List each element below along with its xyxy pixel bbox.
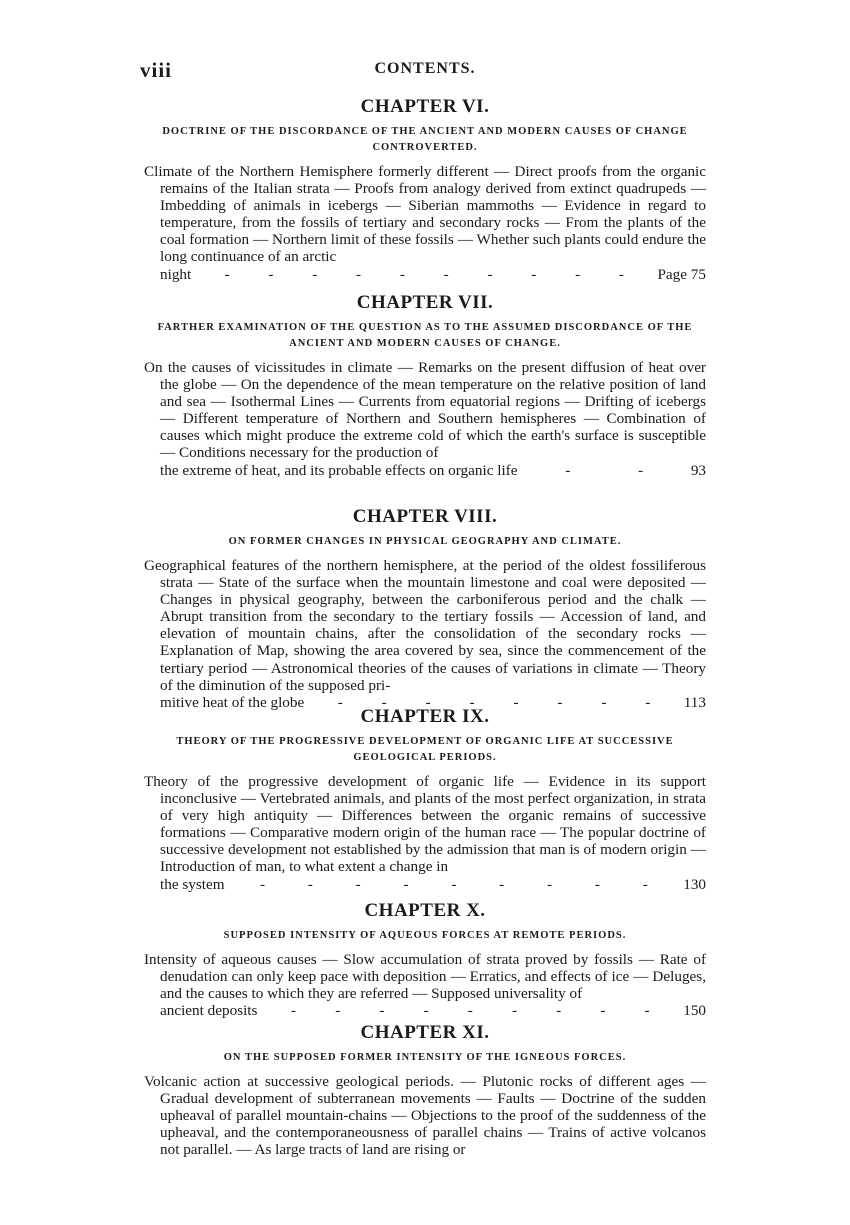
- chapter-10: [144, 900, 706, 1019]
- chapter-summary: [144, 163, 706, 283]
- dot-leader: - - - - - - - - -: [259, 875, 648, 893]
- chapter-title: ON FORMER CHANGES IN PHYSICAL GEOGRAPHY AND CLIMATE.: [228, 536, 622, 547]
- dot-leader: - - - - - - - - - -: [224, 265, 624, 283]
- chapter-11: [144, 1022, 706, 1158]
- chapter-6: [144, 96, 706, 283]
- chapter-heading: CHAPTER VI.: [360, 96, 490, 117]
- chapter-heading: CHAPTER X.: [364, 900, 486, 921]
- chapter-heading: CHAPTER VIII.: [352, 506, 498, 527]
- page-reference: 130: [683, 875, 706, 893]
- summary-last-line: [160, 462, 706, 479]
- summary-last-line: [160, 266, 706, 283]
- chapter-title: DOCTRINE OF THE DISCORDANCE OF THE ANCIENT AND MODERN CAUSES OF CHANGE CONTROVERTED.: [162, 126, 688, 153]
- page-reference: 150: [683, 1002, 706, 1020]
- summary-text: Geographical features of the northern hemisphere, at the period of the oldest fossiliferous strata — State of the surface when the mountain limestone and coal were deposited — Changes in physical geography, between the carboniferous period and the chalk — Abrupt transition from the secondary to the tertiary fossils — Accession of land, and elevation of mountain chains, after the consolidation of the secondary rocks — Explanation of Map, showing the area covered by sea, since the commencement of the tertiary period — Astronomical theories of the causes of variations in climate — Theory of the diminution of the supposed pri-: [144, 557, 706, 694]
- summary-text: On the causes of vicissitudes in climate — Remarks on the present diffusion of heat over the globe — On the dependence of the mean temperature on the relative position of land and sea — Isothermal Lines — Currents from equatorial regions — Drifting of icebergs — Different temperature of Northern and Southern hemispheres — Combination of causes which might produce the extreme cold of which the earth's surface is susceptible — Conditions necessary for the production of: [144, 359, 706, 462]
- chapter-title: THEORY OF THE PROGRESSIVE DEVELOPMENT OF ORGANIC LIFE AT SUCCESSIVE GEOLOGICAL PERIODS.: [176, 736, 674, 763]
- summary-text: Climate of the Northern Hemisphere formerly different — Direct proofs from the organic remains of the Italian strata — Proofs from analogy derived from extinct quadrupeds — Imbedding of animals in icebergs — Siberian mammoths — Evidence in regard to temperature, from the fossils of tertiary and secondary rocks — From the plants of the coal formation — Northern limit of these fossils — Whether such plants could endure the long continuance of an arctic: [144, 163, 706, 266]
- chapter-summary: [144, 1073, 706, 1158]
- chapter-summary: [144, 773, 706, 893]
- chapter-9: [144, 706, 706, 893]
- summary-last-words: the system: [160, 875, 225, 893]
- summary-last-words: night: [160, 265, 192, 283]
- page-number: viii: [140, 58, 173, 82]
- dot-leader: - -: [565, 461, 643, 479]
- chapter-summary: [144, 359, 706, 479]
- chapter-title: SUPPOSED INTENSITY OF AQUEOUS FORCES AT REMOTE PERIODS.: [223, 930, 627, 941]
- page-reference: Page 75: [657, 265, 706, 283]
- summary-last-words: ancient deposits: [160, 1002, 258, 1020]
- summary-text: Volcanic action at successive geological periods. — Plutonic rocks of different ages — Gradual development of subterranean movements — Faults — Doctrine of the sudden upheaval of parallel mountain-chains — Objections to the proof of the suddenness of the upheaval, and the contemporaneousness of parallel chains — Trains of active volcanos not parallel. — As large tracts of land are rising or: [144, 1073, 706, 1159]
- chapter-8: [144, 506, 706, 711]
- dot-leader: - - - - - - - -: [337, 693, 651, 711]
- summary-last-words: the extreme of heat, and its probable effects on organic life: [160, 461, 518, 479]
- chapter-heading: CHAPTER IX.: [360, 706, 490, 727]
- chapter-title: ON THE SUPPOSED FORMER INTENSITY OF THE IGNEOUS FORCES.: [223, 1052, 627, 1063]
- summary-last-words: mitive heat of the globe: [160, 693, 305, 711]
- page-reference: 93: [690, 461, 706, 479]
- page-reference: 113: [683, 693, 706, 711]
- dot-leader: - - - - - - - - -: [291, 1002, 650, 1020]
- chapter-heading: CHAPTER XI.: [360, 1022, 490, 1043]
- chapter-title: FARTHER EXAMINATION OF THE QUESTION AS TO THE ASSUMED DISCORDANCE OF THE ANCIENT AND MODERN CAUSES OF CHANGE.: [157, 322, 693, 349]
- summary-last-line: [160, 1002, 706, 1019]
- chapter-heading: CHAPTER VII.: [356, 292, 494, 313]
- chapter-summary: [144, 951, 706, 1019]
- chapter-7: [144, 292, 706, 479]
- summary-text: Intensity of aqueous causes — Slow accumulation of strata proved by fossils — Rate of denudation can only keep pace with deposition — Erratics, and effects of ice — Deluges, and the causes to which they are referred — Supposed universality of: [144, 951, 706, 1003]
- summary-last-line: [160, 876, 706, 893]
- chapter-summary: [144, 557, 706, 711]
- running-head: [140, 58, 710, 82]
- running-title: CONTENTS.: [374, 60, 476, 77]
- summary-text: Theory of the progressive development of organic life — Evidence in its support inconclusive — Vertebrated animals, and plants of the most perfect organization, in strata of very high antiquity — Differences between the organic remains of successive formations — Comparative modern origin of the human race — The popular doctrine of successive development not established by the admission that man is of modern origin — Introduction of man, to what extent a change in: [144, 773, 706, 876]
